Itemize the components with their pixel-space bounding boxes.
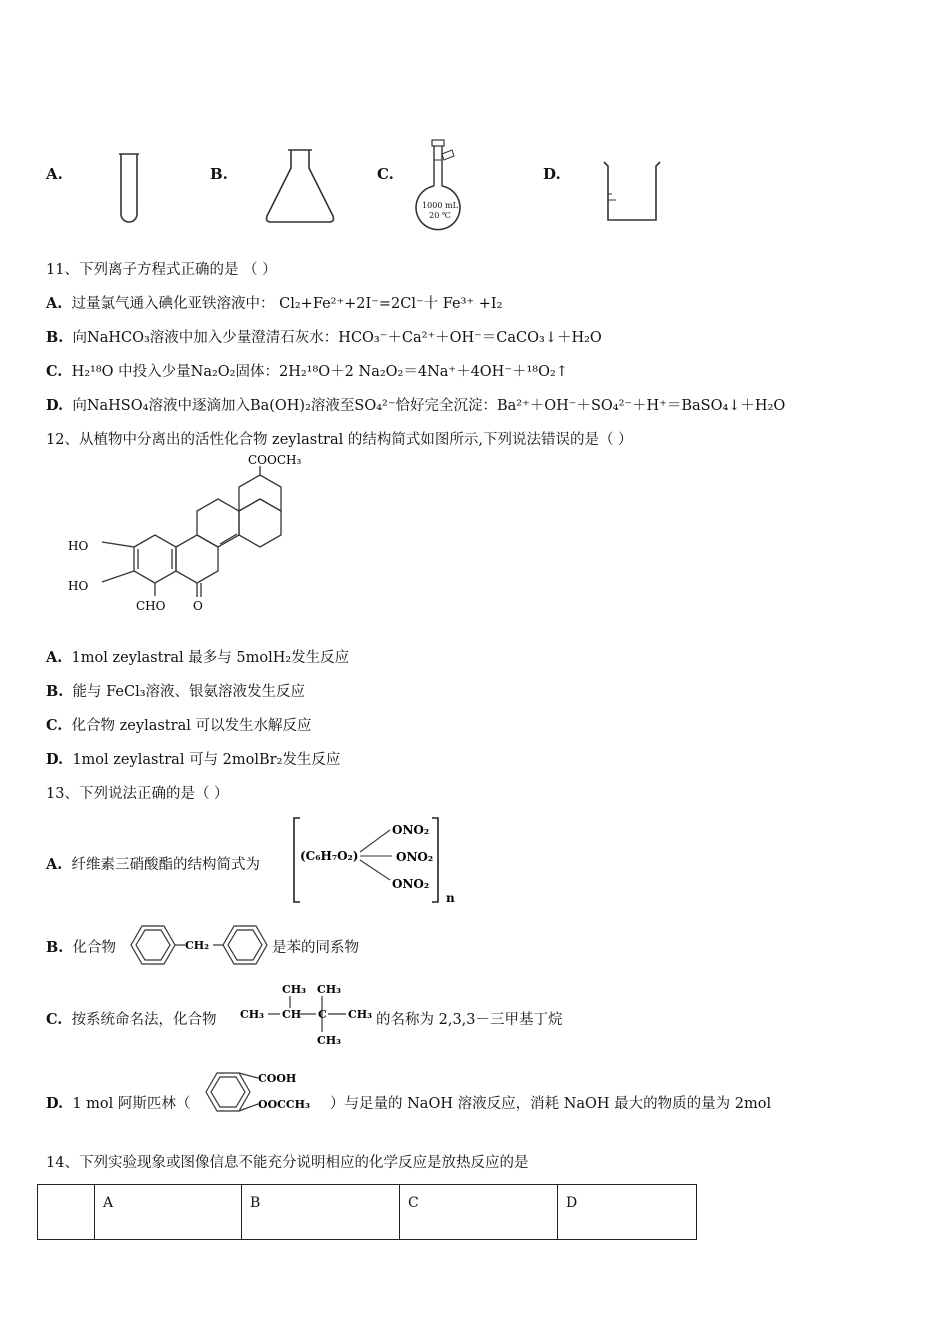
table-cell: A — [95, 1185, 242, 1240]
table-cell — [38, 1185, 95, 1240]
ch3-right-label: CH₃ — [348, 1008, 372, 1021]
ketone-o-label: O — [193, 599, 203, 613]
ch-label: CH — [282, 1008, 302, 1021]
ch3-top-label-2: CH₃ — [317, 983, 341, 996]
aspirin-structure — [200, 1066, 330, 1116]
ono2-label-1: ONO₂ — [392, 823, 430, 837]
q14-table — [37, 1184, 697, 1240]
ch3-bottom-label: CH₃ — [317, 1034, 341, 1047]
q13-option-c-suffix: 的名称为 2,3,3－三甲基丁烷 — [376, 1012, 563, 1028]
q13-stem: 13、下列说法正确的是（ ） — [46, 786, 229, 802]
q11-option-d: D. 向NaHSO₄溶液中逐滴加入Ba(OH)₂溶液至SO₄²⁻恰好完全沉淀：Ba²⁺＋OH⁻＋SO₄²⁻＋H⁺＝BaSO₄↓＋H₂O — [46, 397, 786, 414]
ono2-label-3: ONO₂ — [392, 877, 430, 891]
q12-stem: 12、从植物中分离出的活性化合物 zeylastral 的结构简式如图所示,下列说法错误的是（ ） — [46, 432, 633, 448]
apparatus-label-a: A. — [46, 165, 63, 183]
apparatus-label-c: C. — [377, 165, 394, 183]
q12-option-c: C. 化合物 zeylastral 可以发生水解反应 — [46, 717, 312, 734]
flask-temp-label: 20 ℃ — [429, 211, 451, 220]
table-row — [38, 1185, 697, 1240]
cooch3-label: COOCH₃ — [248, 453, 302, 467]
conical-flask-icon — [263, 148, 337, 226]
q13-option-a: A. 纤维素三硝酸酯的结构简式为 — [46, 856, 261, 873]
q13-option-d: D. 1 mol 阿斯匹林（ — [46, 1095, 191, 1112]
cellulose-trinitrate-structure — [292, 816, 462, 906]
apparatus-label-d: D. — [543, 165, 561, 183]
ono2-label-2: ONO₂ — [396, 850, 434, 864]
apparatus-label-b: B. — [210, 165, 228, 183]
q13-option-b: B. 化合物 — [46, 939, 117, 956]
q14-stem: 14、下列实验现象或图像信息不能充分说明相应的化学反应是放热反应的是 — [46, 1155, 529, 1171]
c6h7o2-label: (C₆H₇O₂) — [300, 849, 359, 863]
trimethylbutane-structure — [240, 980, 380, 1050]
flask-volume-label: 1000 mL — [422, 201, 458, 210]
ooccch3-label: OOCCH₃ — [258, 1098, 310, 1111]
q13-option-c: C. 按系统命名法，化合物 — [46, 1011, 217, 1028]
cooh-label: COOH — [258, 1072, 297, 1085]
q13-option-d-suffix: ）与足量的 NaOH 溶液反应，消耗 NaOH 最大的物质的量为 2mol — [330, 1096, 772, 1112]
q12-option-a: A. 1mol zeylastral 最多与 5molH₂发生反应 — [46, 649, 350, 666]
q11-option-c: C. H₂¹⁸O 中投入少量Na₂O₂固体：2H₂¹⁸O＋2 Na₂O₂＝4Na⁺＋4OH⁻＋¹⁸O₂↑ — [46, 363, 568, 380]
q13-option-b-suffix: 是苯的同系物 — [272, 940, 359, 956]
q12-option-d: D. 1mol zeylastral 可与 2molBr₂发生反应 — [46, 751, 341, 768]
zeylastral-structure-diagram — [62, 453, 342, 622]
q11-stem: 11、下列离子方程式正确的是 （ ） — [46, 262, 277, 278]
table-cell: D — [558, 1185, 697, 1240]
beaker-icon — [602, 160, 660, 224]
cho-label: CHO — [136, 599, 166, 613]
q11-option-a: A. 过量氯气通入碘化亚铁溶液中： Cl₂+Fe²⁺+2I⁻=2Cl⁻十 Fe³⁺ +I₂ — [46, 295, 503, 312]
q12-option-b: B. 能与 FeCl₃溶液、银氨溶液发生反应 — [46, 683, 306, 700]
ho-label-2: HO — [68, 579, 89, 593]
ho-label-1: HO — [68, 539, 89, 553]
table-cell: B — [242, 1185, 400, 1240]
ch3-top-label-1: CH₃ — [282, 983, 306, 996]
test-tube-icon — [118, 152, 140, 226]
q11-option-b: B. 向NaHCO₃溶液中加入少量澄清石灰水：HCO₃⁻＋Ca²⁺＋OH⁻＝CaCO₃↓＋H₂O — [46, 329, 602, 346]
table-cell: C — [400, 1185, 558, 1240]
polymer-n-label: n — [446, 891, 455, 905]
ch2-label: CH₂ — [185, 939, 209, 952]
ch3-left-label: CH₃ — [240, 1008, 264, 1021]
quaternary-c-label: C — [318, 1008, 327, 1021]
diphenylmethane-structure — [125, 922, 273, 968]
